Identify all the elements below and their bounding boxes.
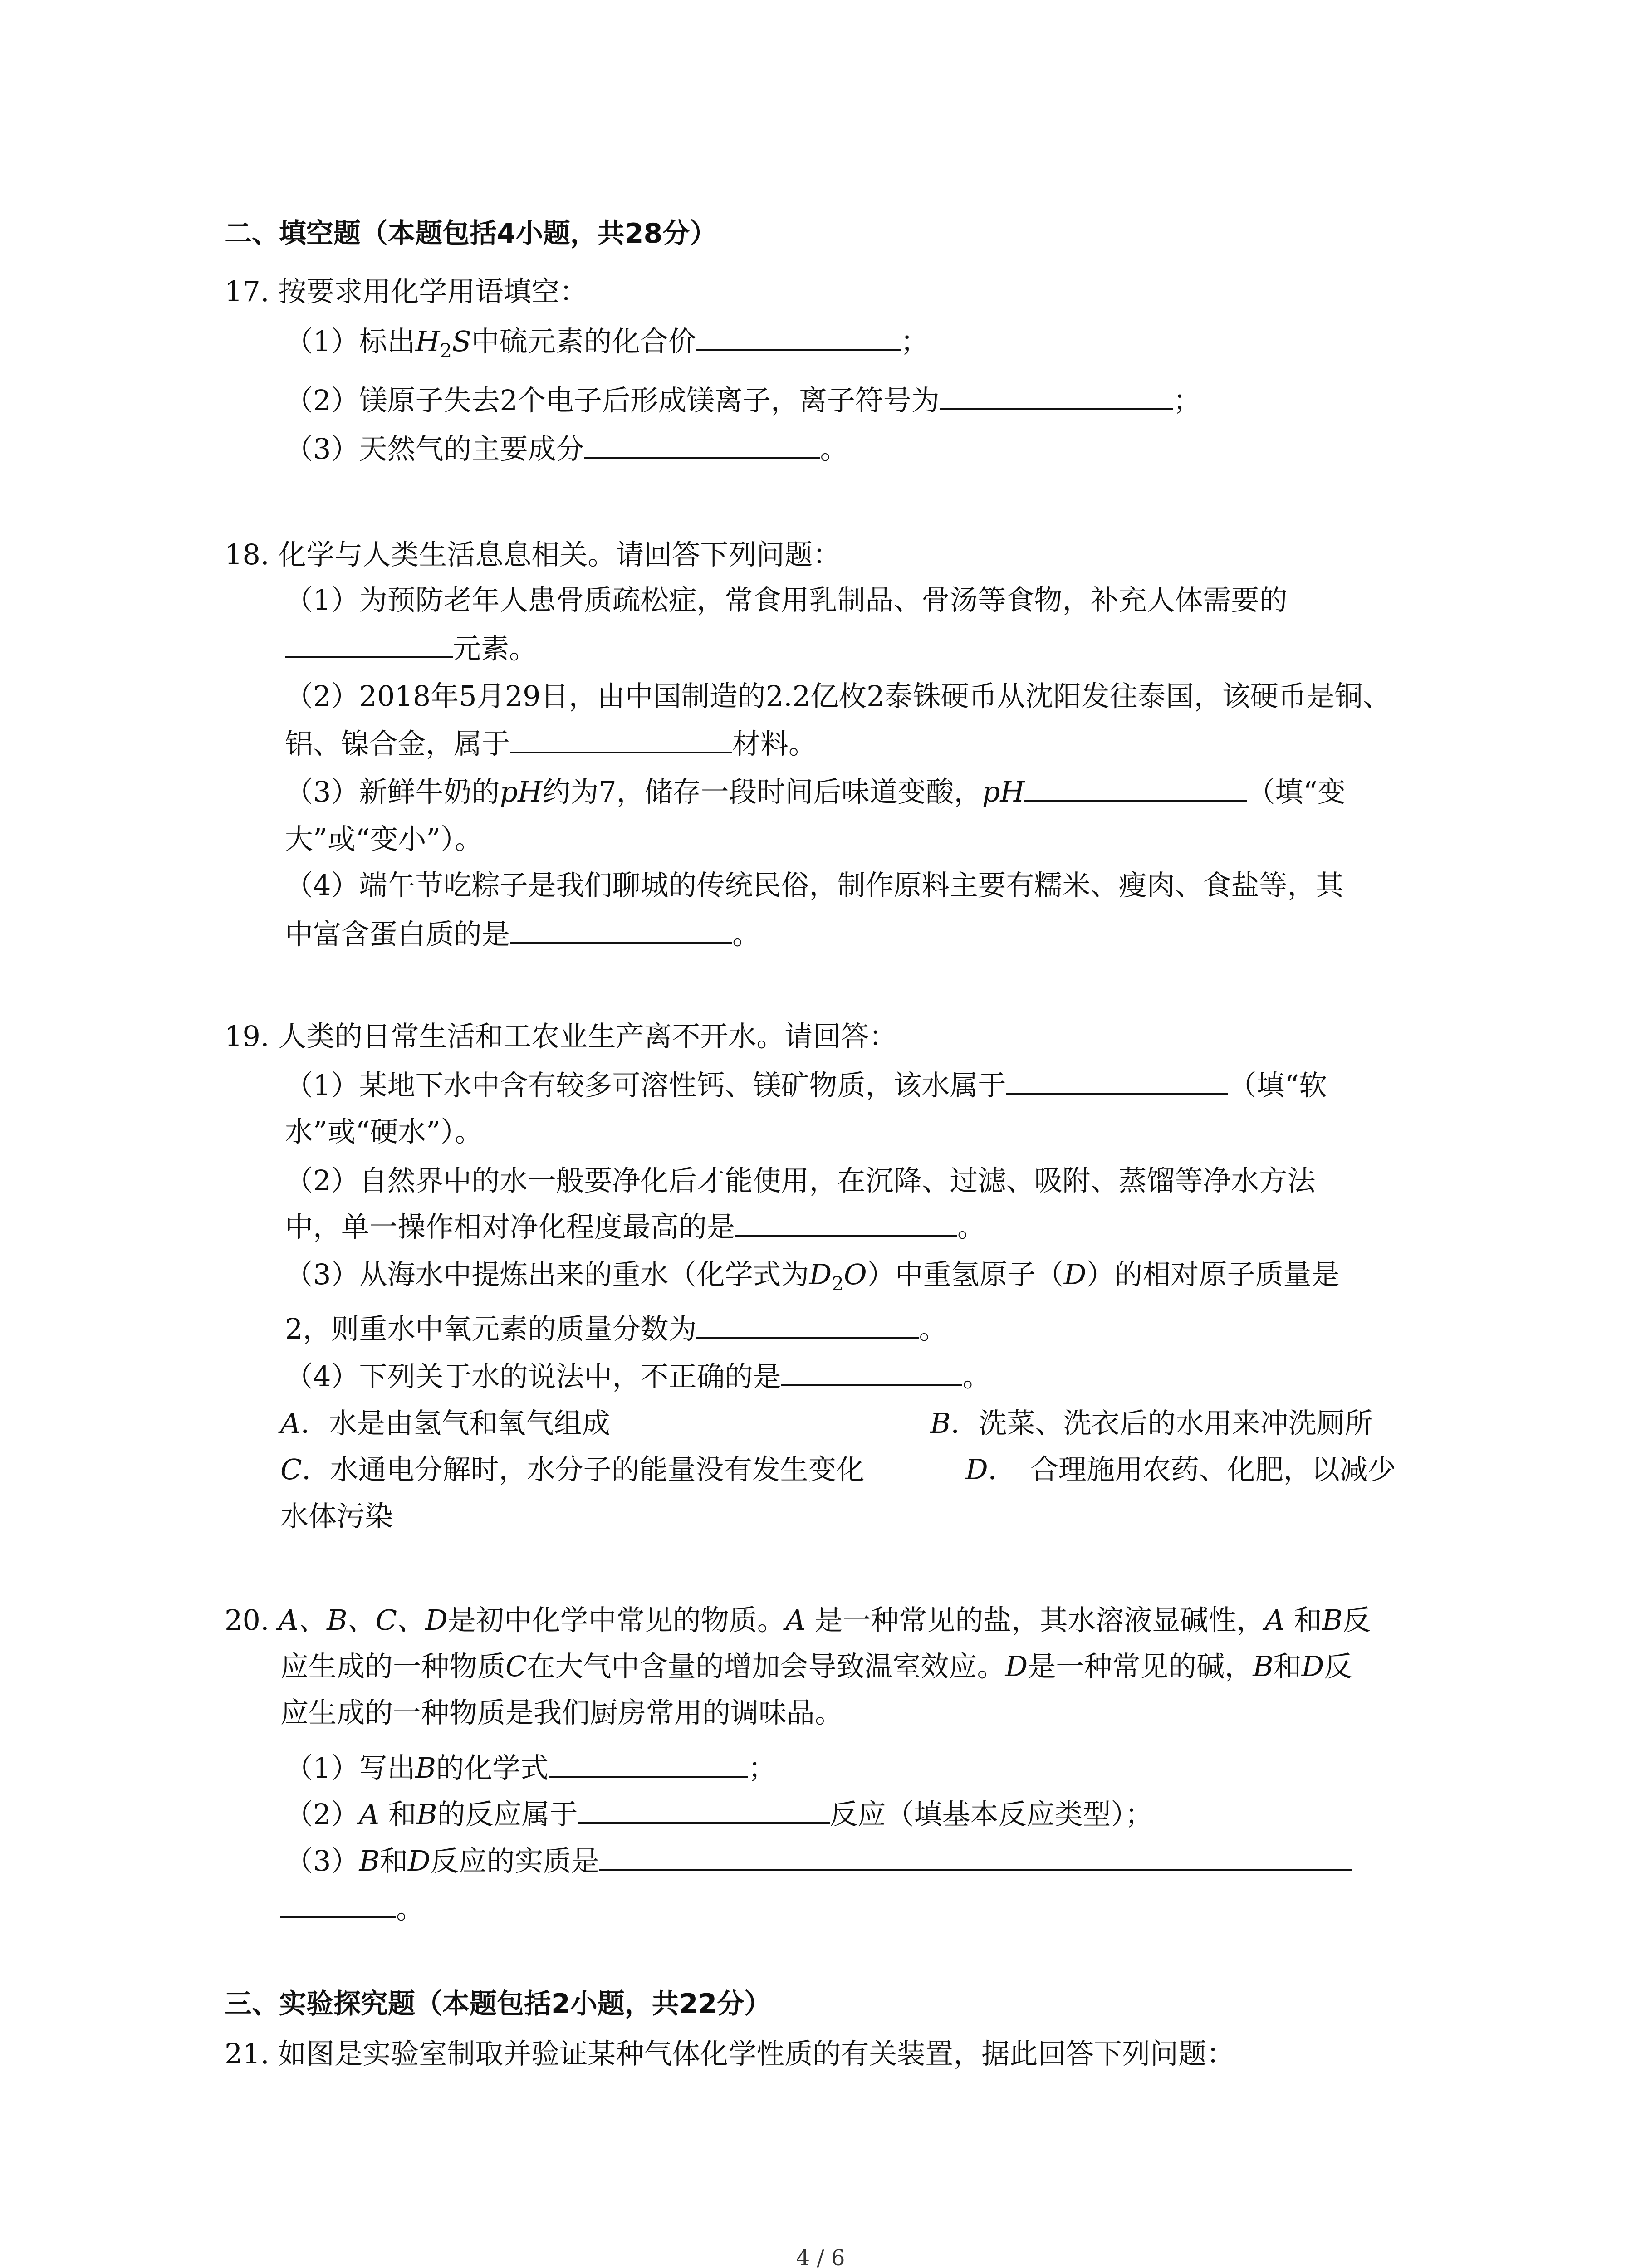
question-19-part-3-line-1 xyxy=(285,1256,1340,1302)
question-19-part-2-line-1: （2）自然界中的水一般要净化后才能使用，在沉降、过滤、吸附、蒸馏等净水方法 xyxy=(285,1164,1316,1197)
question-18-part-4-line-1: （4）端午节吃粽子是我们聊城的传统民俗，制作原料主要有糯米、瘦肉、食盐等，其 xyxy=(285,869,1344,902)
option-text: ． 合理施用农药、化肥，以减少 xyxy=(988,1453,1396,1486)
q20-var-d: D xyxy=(1301,1650,1324,1683)
q20-p3-c: 反应的实质是 xyxy=(430,1844,599,1877)
q20-var-b: B xyxy=(359,1844,380,1877)
option-key: D xyxy=(965,1453,988,1486)
q20-l2-d: 和 xyxy=(1273,1650,1302,1683)
q17-p1-s: S xyxy=(452,325,471,358)
option-text: ．水通电分解时，水分子的能量没有发生变化 xyxy=(302,1453,865,1486)
question-19-option-d[interactable] xyxy=(965,1452,1396,1488)
q20-p3-b: 和 xyxy=(380,1844,408,1877)
q20-var-b: B xyxy=(1253,1650,1274,1683)
q19-p3-o: O xyxy=(843,1258,867,1291)
q18-p3-a: （3）新鲜牛奶的 xyxy=(285,775,500,808)
q20-p3-a: （3） xyxy=(285,1844,359,1877)
q19-p3-sub: 2 xyxy=(832,1272,844,1295)
question-17-stem: 17. 按要求用化学用语填空： xyxy=(225,275,588,308)
q20-var-c: C xyxy=(505,1650,527,1683)
q18-p4-l2b: 。 xyxy=(732,918,761,951)
q17-p3-text: （3）天然气的主要成分 xyxy=(285,432,584,465)
q17-p2-text: （2）镁原子失去2个电子后形成镁离子，离子符号为 xyxy=(285,384,940,417)
q19-p4-b: 。 xyxy=(962,1360,991,1393)
question-20-part-2 xyxy=(285,1796,1153,1833)
q18-p3-c: （填“变 xyxy=(1247,775,1346,808)
q17-p3-end: 。 xyxy=(820,432,848,465)
answer-blank[interactable] xyxy=(735,1209,957,1237)
q17-p1-text-b: 中硫元素的化合价 xyxy=(471,325,696,358)
question-20-stem-line-1 xyxy=(225,1602,1371,1638)
q19-p3-c: ）的相对原子质量是 xyxy=(1086,1258,1340,1291)
option-key: A xyxy=(280,1407,301,1440)
question-19-part-3-line-2 xyxy=(285,1311,947,1347)
answer-blank[interactable] xyxy=(285,631,453,658)
q19-p3-l2a: 2，则重水中氧元素的质量分数为 xyxy=(285,1312,697,1345)
question-20-part-1 xyxy=(285,1750,776,1786)
question-17-part-2 xyxy=(285,382,1201,419)
q19-p3-d: D xyxy=(809,1258,832,1291)
q18-p3-ph-1: pH xyxy=(500,775,543,808)
question-19-option-b[interactable] xyxy=(930,1405,1373,1442)
q20-var-b: B xyxy=(1322,1603,1343,1637)
question-20-part-3 xyxy=(285,1843,1352,1879)
q20-l1-d: 和 xyxy=(1285,1603,1322,1637)
page-number: 4 / 6 xyxy=(796,2245,845,2268)
option-text: ．洗菜、洗衣后的水用来冲洗厕所 xyxy=(950,1407,1373,1440)
q20-var-b: B xyxy=(415,1751,436,1784)
q20-var-b: B xyxy=(416,1798,437,1831)
question-18-part-1-line-1: （1）为预防老年人患骨质疏松症，常食用乳制品、骨汤等食物，补充人体需要的 xyxy=(285,583,1288,616)
question-19-option-c[interactable] xyxy=(280,1452,864,1488)
section-title-fill-in: 二、填空题（本题包括4小题，共28分） xyxy=(225,218,717,249)
answer-blank[interactable] xyxy=(696,1311,919,1339)
q18-p4-l2a: 中富含蛋白质的是 xyxy=(285,918,510,951)
question-18-part-3-line-2: 大”或“变小”）。 xyxy=(285,822,483,855)
question-19-part-4 xyxy=(285,1359,990,1395)
q19-p3-l2b: 。 xyxy=(919,1312,947,1345)
q19-p1-a: （1）某地下水中含有较多可溶性钙、镁矿物质，该水属于 xyxy=(285,1069,1006,1102)
question-18-stem: 18. 化学与人类生活息息相关。请回答下列问题： xyxy=(225,538,841,571)
q20-var-a: A xyxy=(359,1798,380,1831)
q20-var-d: D xyxy=(1005,1650,1028,1683)
q17-p1-h: H xyxy=(415,325,440,358)
q19-p3-d-2: D xyxy=(1063,1258,1087,1291)
q18-p2-l2a: 铝、镍合金，属于 xyxy=(285,727,510,760)
q17-p1-text-a: （1）标出 xyxy=(285,325,416,358)
q19-p1-b: （填“软 xyxy=(1228,1069,1327,1102)
question-18-part-3-line-1 xyxy=(285,774,1346,810)
section-title-experiment: 三、实验探究题（本题包括2小题，共22分） xyxy=(225,1988,772,2020)
q19-p4-a: （4）下列关于水的说法中，不正确的是 xyxy=(285,1360,781,1393)
q20-p1-b: 的化学式 xyxy=(436,1751,549,1784)
q20-var-a: A xyxy=(785,1603,806,1637)
answer-blank[interactable] xyxy=(781,1359,962,1386)
answer-blank[interactable] xyxy=(549,1750,748,1778)
answer-blank[interactable] xyxy=(696,324,901,351)
q20-l1-c: 是一种常见的盐，其水溶液显碱性， xyxy=(805,1603,1265,1637)
question-18-part-2-line-1: （2）2018年5月29日，由中国制造的2.2亿枚2泰铢硬币从沈阳发往泰国，该硬币是铜、 xyxy=(285,679,1391,713)
q20-p1-end: ； xyxy=(748,1751,777,1784)
q20-var-d: D xyxy=(408,1844,431,1877)
q20-l2-e: 反 xyxy=(1324,1650,1352,1683)
q20-abcd: A、B、C、D xyxy=(278,1603,448,1637)
q20-number: 20. xyxy=(225,1603,279,1637)
q20-l1-e: 反 xyxy=(1342,1603,1371,1637)
question-19-part-2-line-2 xyxy=(285,1209,985,1245)
option-key: B xyxy=(930,1407,951,1440)
question-21-stem: 21. 如图是实验室制取并验证某种气体化学性质的有关装置，据此回答下列问题： xyxy=(225,2037,1235,2070)
q20-p1-a: （1）写出 xyxy=(285,1751,416,1784)
q17-p1-sub: 2 xyxy=(440,339,452,362)
option-text: ．水是由氢气和氧气组成 xyxy=(300,1407,610,1440)
q17-p2-end: ； xyxy=(1173,384,1201,417)
question-18-part-1-line-2 xyxy=(285,631,537,667)
question-19-option-d-line-2: 水体污染 xyxy=(280,1500,393,1533)
question-17-part-3 xyxy=(285,431,848,467)
q20-var-a: A xyxy=(1264,1603,1285,1637)
q19-p2-a: 中，单一操作相对净化程度最高的是 xyxy=(285,1210,735,1243)
q20-l1-b: 是初中化学中常见的物质。 xyxy=(447,1603,785,1637)
q18-p3-b: 约为7，储存一段时间后味道变酸， xyxy=(542,775,982,808)
answer-blank[interactable] xyxy=(510,726,732,753)
q18-p1-l2: 元素。 xyxy=(453,632,538,665)
answer-blank[interactable] xyxy=(599,1843,1352,1871)
question-17-part-1 xyxy=(285,323,929,369)
q20-l2-b: 在大气中含量的增加会导致温室效应。 xyxy=(527,1650,1005,1683)
q20-p2-c: 的反应属于 xyxy=(437,1798,578,1831)
question-18-part-4-line-2 xyxy=(285,916,760,953)
answer-blank[interactable] xyxy=(280,1891,396,1918)
question-20-part-3-line-2 xyxy=(280,1891,424,1927)
q20-l2-c: 是一种常见的碱， xyxy=(1028,1650,1253,1683)
question-18-part-2-line-2 xyxy=(285,726,817,762)
answer-blank[interactable] xyxy=(510,917,732,944)
q18-p3-ph-2: pH xyxy=(982,775,1025,808)
answer-blank[interactable] xyxy=(1024,774,1247,802)
q18-p2-l2b: 材料。 xyxy=(732,727,817,760)
q19-p3-a: （3）从海水中提炼出来的重水（化学式为 xyxy=(285,1258,809,1291)
q20-l2-a: 应生成的一种物质 xyxy=(280,1650,506,1683)
answer-blank[interactable] xyxy=(1006,1068,1228,1095)
answer-blank[interactable] xyxy=(940,383,1173,410)
question-19-stem: 19. 人类的日常生活和工农业生产离不开水。请回答： xyxy=(225,1020,897,1053)
q20-p3-end: 。 xyxy=(396,1892,425,1925)
q17-p1-end: ； xyxy=(900,325,929,358)
q20-p2-a: （2） xyxy=(285,1798,359,1831)
q20-p2-d: 反应（填基本反应类型）； xyxy=(829,1798,1153,1831)
option-key: C xyxy=(280,1453,302,1486)
question-20-stem-line-2 xyxy=(280,1648,1352,1685)
question-20-stem-line-3: 应生成的一种物质是我们厨房常用的调味品。 xyxy=(280,1696,843,1729)
question-19-option-a[interactable] xyxy=(280,1405,610,1442)
q19-p2-b: 。 xyxy=(957,1210,986,1243)
answer-blank[interactable] xyxy=(584,431,820,459)
q20-p2-b: 和 xyxy=(379,1798,416,1831)
question-19-part-1-line-1 xyxy=(285,1067,1327,1104)
q19-p3-b: ）中重氢原子（ xyxy=(867,1258,1064,1291)
question-19-part-1-line-2: 水”或“硬水”）。 xyxy=(285,1115,483,1148)
answer-blank[interactable] xyxy=(578,1797,830,1824)
